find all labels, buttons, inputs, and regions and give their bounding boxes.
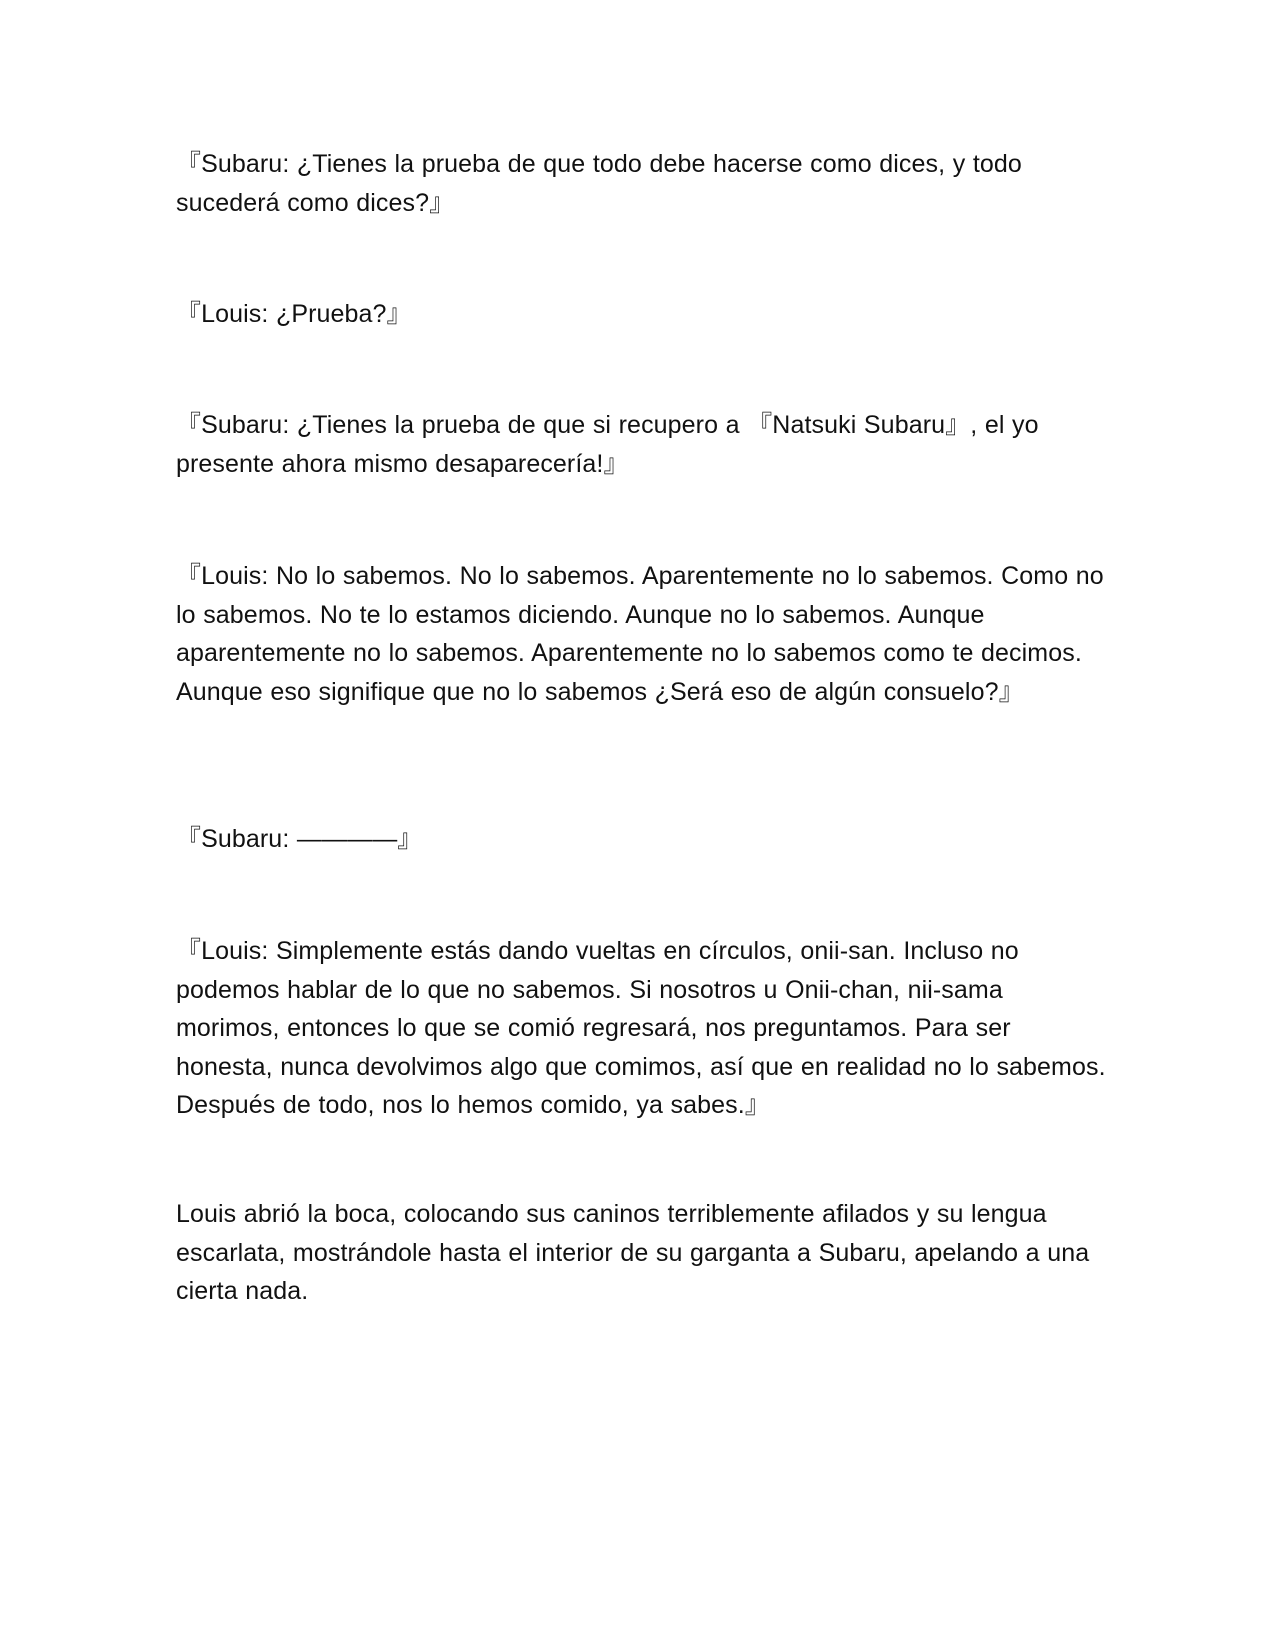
paragraph-narration: Louis abrió la boca, colocando sus caninos terriblemente afilados y su lengua escarlata, mostrándole hasta el interior de su garganta a Subaru, apelando a una cierta nada. — [176, 1200, 1090, 1305]
paragraph-subaru-1: 『Subaru: ¿Tienes la prueba de que todo debe hacerse como dices, y todo sucederá como dices?』 — [176, 150, 1022, 217]
paragraph-subaru-3: 『Subaru: ――――』 — [176, 825, 423, 853]
paragraph-louis-2: 『Louis: No lo sabemos. No lo sabemos. Aparentemente no lo sabemos. Como no lo sabemos. No te lo estamos diciendo. Aunque no lo sabemos. Aunque aparentemente no lo sabemos. Aparentemente no lo sabemos como te decimos. Aunque eso signifique que no lo sabemos ¿Será eso de algún consuelo?』 — [176, 562, 1104, 706]
paragraph-louis-1: 『Louis: ¿Prueba?』 — [176, 300, 412, 328]
paragraph-subaru-2: 『Subaru: ¿Tienes la prueba de que si recupero a 『Natsuki Subaru』, el yo presente ahora mismo desaparecería!』 — [176, 411, 1039, 478]
paragraph-louis-3: 『Louis: Simplemente estás dando vueltas en círculos, onii-san. Incluso no podemos hablar de lo que no sabemos. Si nosotros u Onii-chan, nii-sama morimos, entonces lo que se comió regresará, nos preguntamos. Para ser honesta, nunca devolvimos algo que comimos, así que en realidad no lo sabemos. Después de todo, nos lo hemos comido, ya sabes.』 — [176, 937, 1106, 1119]
